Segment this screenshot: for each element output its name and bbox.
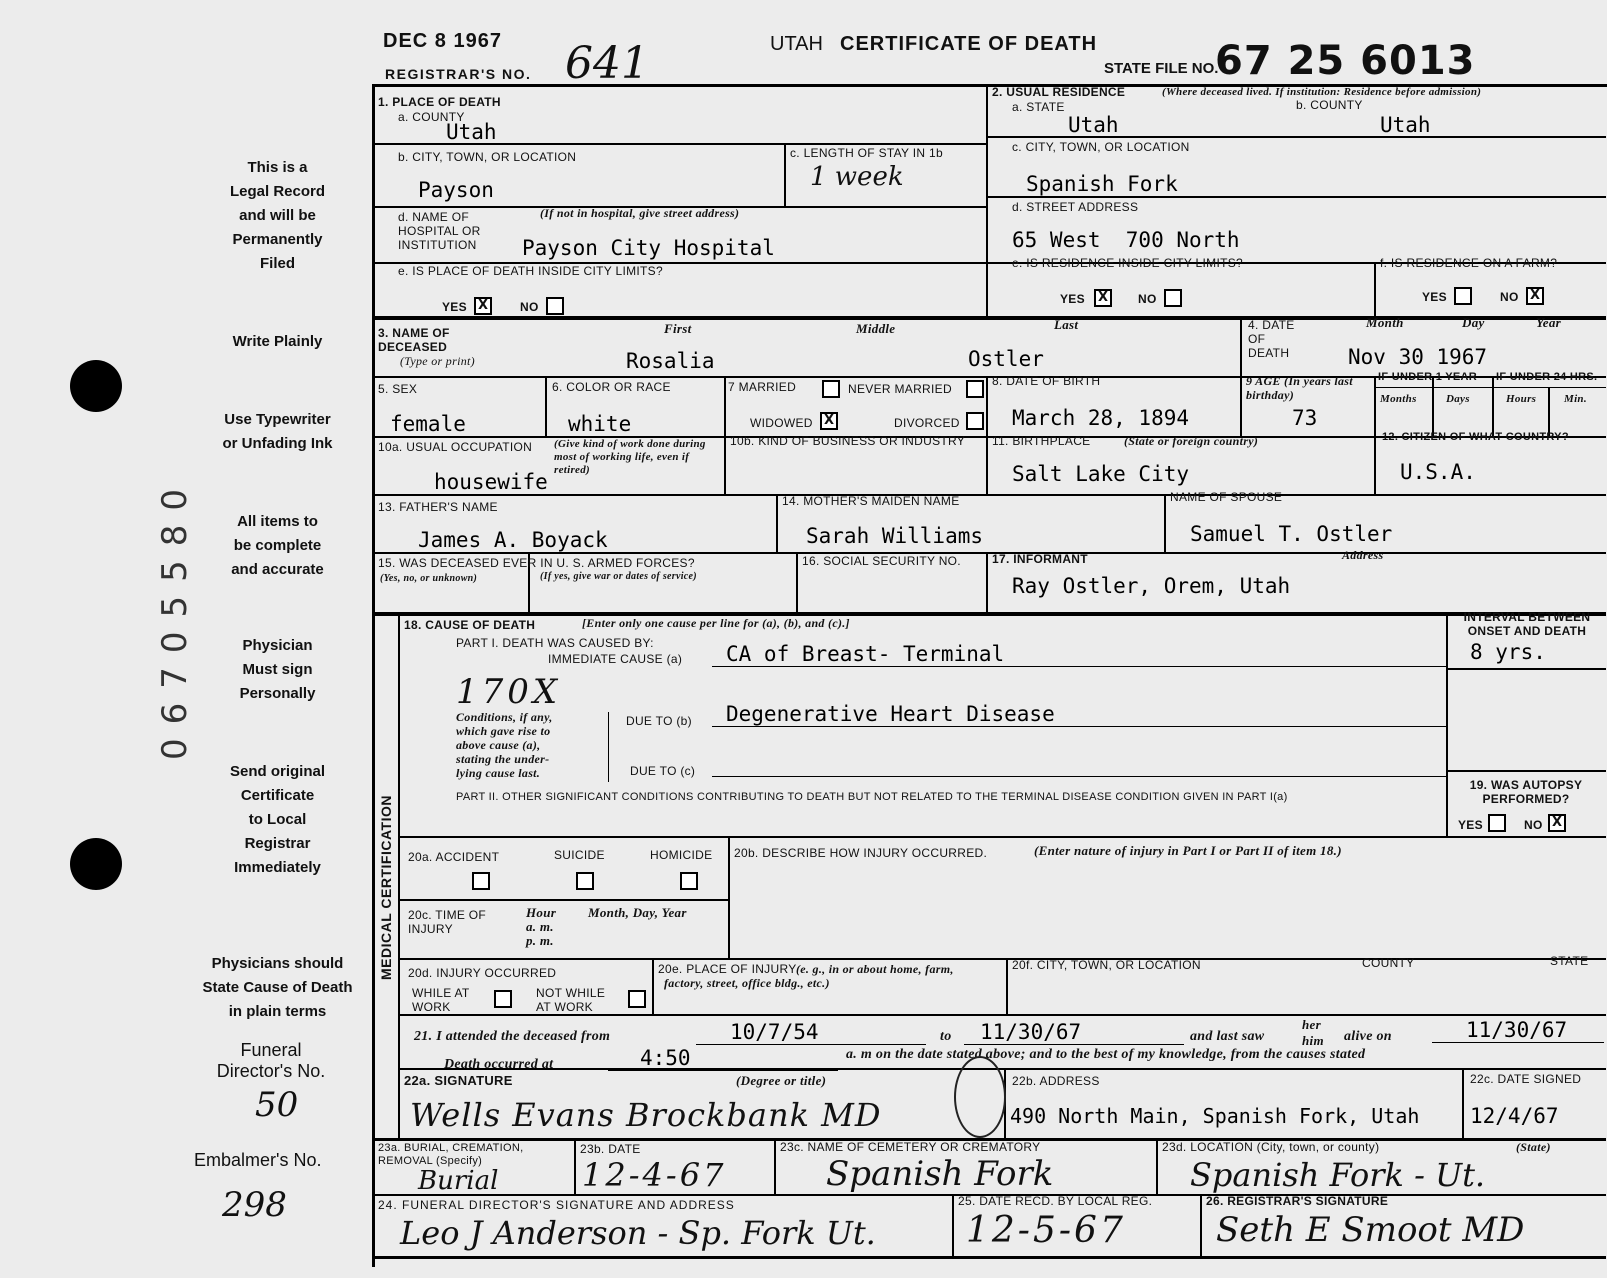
registrars-no-label: REGISTRAR'S NO. [385,66,532,82]
armed-forces-note1: (Yes, no, or unknown) [380,573,478,584]
burial-location: Spanish Fork - Ut. [1190,1156,1486,1194]
attended-from: 10/7/54 [730,1020,819,1044]
first-label: First [664,321,692,336]
under-24-label: IF UNDER 24 HRS. [1496,371,1598,383]
deceased-name-note: (Type or print) [400,354,475,368]
place-of-death-label: 1. PLACE OF DEATH [378,95,501,109]
col-line [952,1194,954,1256]
vertical-file-number: 06705580 [155,474,195,760]
pod-stay: 1 week [810,162,904,192]
burial-label: 23a. BURIAL, CREMATION, REMOVAL (Specify) [378,1142,524,1167]
attended-from-line [696,1044,926,1045]
funeral-director-signature: Leo J Anderson - Sp. Fork Ut. [400,1214,876,1252]
funeral-director-label: Funeral Director's No. [216,1040,326,1081]
residence-note: (Where deceased lived. If institution: Residence before admission) [1162,86,1482,98]
dob: March 28, 1894 [1012,406,1190,430]
days-label: Days [1446,393,1470,405]
deceased-last: Ostler [968,347,1044,371]
time-of-injury-label: 20c. TIME OF INJURY [408,908,487,936]
farm-no-label: NO [1500,290,1519,304]
col-line [1492,376,1494,436]
death-occurred-label: Death occurred at [444,1057,554,1072]
age-subrow-line [1374,387,1606,388]
attended-to-line [964,1044,1184,1045]
race: white [568,412,632,436]
never-married-checkbox[interactable] [966,380,984,398]
col-line [1164,494,1166,552]
burial-date-label: 23b. DATE [580,1142,641,1156]
due-to-b: Degenerative Heart Disease [726,702,1055,726]
part1-label: PART I. DEATH WAS CAUSED BY: [456,636,654,650]
col-line [1200,1194,1202,1256]
pod-inside-yes-checkbox[interactable]: X [474,297,492,315]
registrar-signature-label: 26. REGISTRAR'S SIGNATURE [1206,1194,1389,1208]
months-label: Months [1380,393,1417,405]
married-label: 7 MARRIED [728,380,797,394]
father-label: 13. FATHER'S NAME [378,500,498,514]
medical-certification-label: MEDICAL CERTIFICATION [378,795,394,980]
col-line [784,143,786,206]
res-no-label: NO [1138,292,1157,306]
due-to-b-label: DUE TO (b) [626,714,692,728]
spouse-label: NAME OF SPOUSE [1170,490,1283,504]
pod-county-label: a. COUNTY [398,110,465,124]
year-label: Year [1536,315,1562,330]
deceased-first: Rosalia [626,349,715,373]
immediate-cause: CA of Breast- Terminal [726,642,1005,666]
day-label: Day [1462,315,1485,330]
row-line [398,1014,1606,1016]
pod-inside-limits-label: e. IS PLACE OF DEATH INSIDE CITY LIMITS? [398,264,663,278]
am-label: a. m. [526,919,554,934]
birthplace: Salt Lake City [1012,462,1190,486]
col-line [1462,1068,1464,1138]
col-line [724,376,726,494]
accident-label: 20a. ACCIDENT [408,850,500,864]
res-inside-no-checkbox[interactable] [1164,289,1182,307]
degree-label: (Degree or title) [736,1073,827,1088]
sidebar-note-typewriter: Use Typewriter or Unfading Ink [222,411,333,452]
title-utah: UTAH [770,33,823,55]
row-line [372,612,1606,616]
date-of-death-label: 4. DATE OF DEATH [1248,318,1295,360]
farm-no-checkbox[interactable]: X [1526,287,1544,305]
col-line [728,836,730,958]
place-of-injury-note: (e. g., in or about home, farm, factory, street, office bldg., etc.) [664,962,954,990]
col-line [774,1138,776,1194]
never-married-label: NEVER MARRIED [848,382,952,396]
ssn-label: 16. SOCIAL SECURITY NO. [802,554,961,568]
col-line [986,376,988,494]
date-stamp: DEC 8 1967 [383,30,502,52]
informant-address-label: Address [1342,548,1384,562]
suicide-label: SUICIDE [554,848,605,862]
while-at-work-label: WHILE AT WORK [412,986,470,1014]
cause-code: 170X [456,672,562,712]
row-line [372,316,1606,320]
not-while-at-work-checkbox[interactable] [628,990,646,1008]
res-state-label: a. STATE [1012,100,1065,114]
residence-label: 2. USUAL RESIDENCE [992,85,1126,99]
col-line [652,958,654,1014]
middle-label: Middle [856,321,896,336]
pod-hospital-label: d. NAME OF HOSPITAL OR INSTITUTION [398,210,481,252]
age-label: 9 AGE (In years last birthday) [1246,374,1353,402]
cause-label: 18. CAUSE OF DEATH [404,618,536,632]
res-city: Spanish Fork [1026,172,1178,196]
pod-inside-no-checkbox[interactable] [546,297,564,315]
pod-city: Payson [418,178,494,202]
res-state: Utah [1068,113,1119,137]
res-city-label: c. CITY, TOWN, OR LOCATION [1012,140,1190,154]
burial-date: 12-4-67 [582,1156,727,1194]
autopsy-no-label: NO [1524,818,1543,832]
to-label: to [940,1029,952,1044]
citizen: U.S.A. [1400,460,1476,484]
sidebar-note-legal-record: This is a Legal Record and will be Permanently Filed [229,159,326,272]
pod-city-label: b. CITY, TOWN, OR LOCATION [398,150,577,164]
res-county: Utah [1380,113,1431,137]
row-line [398,899,728,901]
divorced-checkbox[interactable] [966,412,984,430]
row-line [398,958,1606,960]
date-signed-label: 22c. DATE SIGNED [1470,1072,1582,1086]
last-saw-line [1432,1042,1604,1043]
col-line [1446,612,1448,836]
autopsy-yes-label: YES [1458,818,1483,832]
occupation-note: (Give kind of work done during most of working life, even if retired) [554,438,706,476]
col-line [1006,958,1008,1014]
spouse: Samuel T. Ostler [1190,522,1393,546]
hour-label: Hour [526,905,557,920]
last-label: Last [1054,317,1079,332]
deceased-name-label: 3. NAME OF DECEASED [378,326,450,354]
col-line [1374,376,1376,494]
location-state-label: (State) [1516,1140,1551,1154]
occupation-label: 10a. USUAL OCCUPATION [378,440,533,454]
res-yes-label: YES [1060,292,1085,306]
conditions-bracket [608,712,609,782]
res-county-label: b. COUNTY [1296,98,1363,112]
col-line [796,552,798,612]
state-file-label: STATE FILE NO. [1104,60,1219,77]
interval: 8 yrs. [1470,640,1546,664]
location-label: 23d. LOCATION (City, town, or county) [1162,1140,1380,1154]
col-line [986,84,988,316]
immediate-label: IMMEDIATE CAUSE (a) [548,652,683,666]
last-saw: 11/30/67 [1466,1018,1568,1042]
cause-note: [Enter only one cause per line for (a), (b), and (c).] [582,616,850,630]
homicide-label: HOMICIDE [650,848,713,862]
informant-label: 17. INFORMANT [992,552,1088,566]
col-line [1548,388,1550,436]
place-of-injury-label: 20e. PLACE OF INJURY [658,962,797,976]
injury-city-label: 20f. CITY, TOWN, OR LOCATION [1012,958,1201,972]
injury-state-label: STATE [1550,954,1589,968]
citizen-label: 12. CITIZEN OF WHAT COUNTRY? [1382,431,1569,443]
pod-yes-label: YES [442,300,467,314]
res-street-label: d. STREET ADDRESS [1012,200,1139,214]
farm-yes-label: YES [1422,290,1447,304]
attended-label: 21. I attended the deceased from [414,1029,611,1044]
her-label: her [1302,1017,1321,1032]
autopsy-label: 19. WAS AUTOPSY PERFORMED? [1469,778,1583,806]
due-to-c-label: DUE TO (c) [630,764,696,778]
mother: Sarah Williams [806,524,984,548]
hours-label: Hours [1506,393,1537,405]
res-inside-yes-checkbox[interactable]: X [1094,289,1112,307]
sidebar-note-write-plainly: Write Plainly [232,333,323,350]
pod-county: Utah [446,120,497,144]
injury-occurred-label: 20d. INJURY OCCURRED [408,966,557,980]
injury-desc-label: 20b. DESCRIBE HOW INJURY OCCURRED. [734,846,988,860]
row-line [1446,770,1606,772]
sidebar-note-plain-terms: Physicians should State Cause of Death in plain terms [202,955,353,1020]
father: James A. Boyack [418,528,608,552]
attended-to: 11/30/67 [980,1020,1082,1044]
death-occurred-suffix: a. m on the date stated above; and to the best of my knowledge, from the causes stated [846,1047,1366,1062]
row-line [1446,668,1606,670]
sidebar-note-complete: All items to be complete and accurate [231,513,324,578]
autopsy-no-checkbox[interactable]: X [1548,814,1566,832]
death-time: 4:50 [640,1046,691,1070]
pod-no-label: NO [520,300,539,314]
informant: Ray Ostler, Orem, Utah [1012,574,1291,598]
autopsy-yes-checkbox[interactable] [1488,814,1506,832]
suicide-checkbox[interactable] [576,872,594,890]
col-line [1240,316,1242,436]
col-line [545,376,547,436]
pod-hospital-note: (If not in hospital, give street address) [540,206,740,220]
pod-hospital: Payson City Hospital [522,236,775,260]
due-b-line [712,726,1446,727]
row-line [372,1256,1606,1259]
sidebar-note-physician: Physician Must sign Personally [239,637,316,702]
cemetery: Spanish Fork [826,1154,1054,1194]
col-line [398,612,400,1138]
res-street: 65 West 700 North [1012,228,1240,252]
last-saw-label: and last saw [1190,1029,1265,1044]
row-line [986,196,1606,198]
pod-stay-label: c. LENGTH OF STAY IN 1b [790,146,943,160]
conditions-note: Conditions, if any, which gave rise to above cause (a), stating the under- lying cause last. [456,710,553,780]
res-inside-limits-label: e. IS RESIDENCE INSIDE CITY LIMITS? [1012,256,1243,270]
min-label: Min. [1564,393,1587,405]
mother-label: 14. MOTHER'S MAIDEN NAME [782,494,960,508]
birthplace-label: 11. BIRTHPLACE [992,434,1091,448]
not-while-at-work-label: NOT WHILE AT WORK [536,986,606,1014]
sex: female [390,412,466,436]
under-1-year-label: IF UNDER 1 YEAR [1378,371,1478,383]
death-time-line [608,1070,838,1071]
col-line [1156,1138,1158,1194]
married-checkbox[interactable] [822,380,840,398]
state-file-no: 67 25 6013 [1215,38,1476,84]
age: 73 [1292,406,1318,430]
armed-forces-label: 15. WAS DECEASED EVER IN U. S. ARMED FORCES? [378,556,695,570]
row-line [372,494,1606,496]
registrar-signature: Seth E Smoot MD [1216,1210,1525,1250]
part2-label: PART II. OTHER SIGNIFICANT CONDITIONS CONTRIBUTING TO DEATH BUT NOT RELATED TO THE TERMINAL DISEASE CONDITION GIVEN IN PART I(a) [456,791,1288,803]
date-recd-label: 25. DATE RECD. BY LOCAL REG. [958,1194,1153,1208]
alive-on-label: alive on [1344,1029,1392,1044]
binder-hole-top [70,360,122,412]
date-signed: 12/4/67 [1470,1104,1559,1128]
sidebar-note-send-original: Send original Certificate to Local Registrar Immediately [229,763,325,876]
cemetery-label: 23c. NAME OF CEMETERY OR CREMATORY [780,1140,1041,1154]
business-label: 10b. KIND OF BUSINESS OR INDUSTRY [730,434,966,448]
registrars-no: 641 [565,38,649,89]
due-c-line [712,776,1446,777]
widowed-label: WIDOWED [750,416,813,430]
title-certificate: CERTIFICATE OF DEATH [840,33,1098,55]
armed-forces-note2: (If yes, give war or dates of service) [540,571,697,582]
binder-hole-bottom [70,838,122,890]
injury-county-label: COUNTY [1362,956,1415,970]
widowed-checkbox[interactable]: X [820,412,838,430]
injury-desc-note: (Enter nature of injury in Part I or Part II of item 18.) [1034,843,1342,858]
accident-checkbox[interactable] [472,872,490,890]
embalmer-label: Embalmer's No. [194,1150,322,1170]
row-line [372,552,1606,554]
farm-yes-checkbox[interactable] [1454,287,1472,305]
col-line [776,494,778,552]
race-label: 6. COLOR OR RACE [552,380,671,394]
physician-signature: Wells Evans Brockbank MD [410,1096,882,1134]
while-at-work-checkbox[interactable] [494,990,512,1008]
month-label: Month [1366,315,1404,330]
sex-label: 5. SEX [378,382,418,396]
divorced-label: DIVORCED [894,416,960,430]
signature-flourish [954,1056,1006,1138]
col-line [1374,262,1376,316]
date-of-death: Nov 30 1967 [1348,345,1488,369]
occupation: housewife [434,470,548,494]
date-recd: 12-5-67 [966,1210,1126,1251]
res-farm-label: f. IS RESIDENCE ON A FARM? [1380,256,1558,270]
row-line [398,1068,1606,1070]
embalmer-no: 298 [222,1185,287,1225]
pm-label: p. m. [526,933,554,948]
col-line [986,552,988,612]
burial: Burial [418,1166,499,1196]
address-22b-label: 22b. ADDRESS [1012,1074,1100,1088]
homicide-checkbox[interactable] [680,872,698,890]
col-line [574,1138,576,1194]
him-label: him [1302,1033,1324,1048]
funeral-director-no: 50 [255,1085,299,1125]
funeral-director-sig-label: 24. FUNERAL DIRECTOR'S SIGNATURE AND ADDRESS [378,1198,735,1212]
signature-label: 22a. SIGNATURE [404,1073,513,1088]
immediate-line [712,666,1446,667]
interval-label: INTERVAL BETWEEN ONSET AND DEATH [1463,610,1591,638]
birthplace-note: (State or foreign country) [1124,434,1259,448]
col-line [1432,376,1434,436]
mdy-label: Month, Day, Year [588,905,687,920]
dob-label: 8. DATE OF BIRTH [992,374,1101,388]
row-line [398,836,1606,838]
address-22b: 490 North Main, Spanish Fork, Utah [1010,1104,1420,1128]
